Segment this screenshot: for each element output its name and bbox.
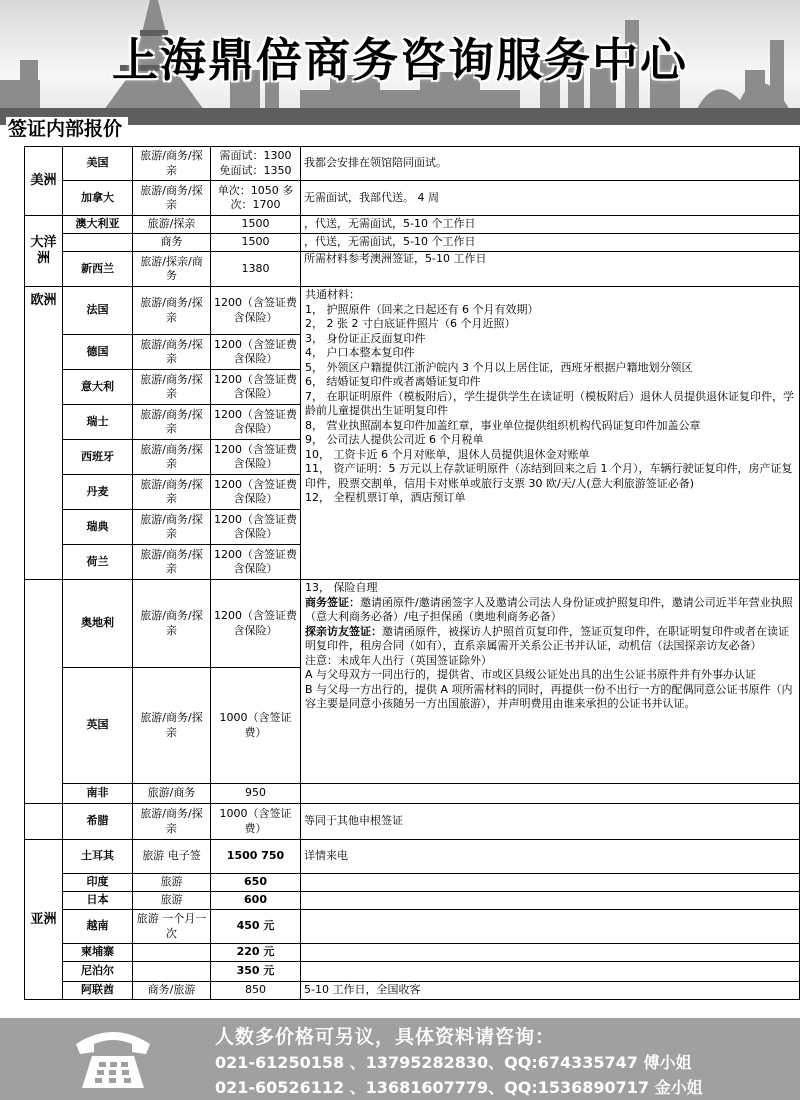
type-cell: 旅游/商务/探亲 xyxy=(133,181,211,216)
type-cell: 旅游/探亲 xyxy=(133,216,211,234)
requirement-item: 6， 结婚证复印件或者离婚证复印件 xyxy=(305,375,481,388)
type-cell: 商务 xyxy=(133,234,211,252)
country-cell: 法国 xyxy=(63,287,133,335)
table-row xyxy=(25,234,800,252)
country-cell: 尼泊尔 xyxy=(63,962,133,982)
type-cell: 旅游/商务/探亲 xyxy=(133,475,211,510)
contact-line-2: 021-60526112 、13681607779、QQ:1536890717 金小姐 xyxy=(215,1078,703,1097)
region-blank-cell xyxy=(25,804,63,840)
table-row xyxy=(25,147,800,181)
requirement-item: 1， 护照原件（回来之日起还有 6 个月有效期） xyxy=(305,302,539,316)
price-cell: 1200（含签证费含保险） xyxy=(211,510,301,545)
price-cell: 1200（含签证费含保险） xyxy=(211,370,301,405)
note-cell xyxy=(301,910,800,944)
region-oceania: 大洋洲 xyxy=(25,216,63,287)
type-cell xyxy=(133,944,211,962)
price-cell: 1200（含签证费含保险） xyxy=(211,545,301,580)
note-cell xyxy=(301,962,800,982)
note-cell: 5-10 工作日，全国收客 xyxy=(301,982,800,1000)
visa-price-table xyxy=(24,146,800,1000)
requirement-item: 7， 在职证明原件（模板附后），学生提供学生在读证明（模板附后）退休人员提供退休证复印件，学龄前儿童提供出生证明复印件 xyxy=(305,389,794,417)
price-cell: 850 xyxy=(211,982,301,1000)
type-cell: 旅游/商务/探亲 xyxy=(133,335,211,370)
type-cell: 旅游/商务 xyxy=(133,784,211,804)
country-cell: 丹麦 xyxy=(63,475,133,510)
requirement-item: 8， 营业执照副本复印件加盖红章，事业单位提供组织机构代码证复印件加盖公章 xyxy=(305,418,701,432)
type-cell: 旅游/商务/探亲 xyxy=(133,287,211,335)
table-row xyxy=(25,892,800,910)
table-row xyxy=(25,962,800,982)
type-cell: 旅游/商务/探亲 xyxy=(133,370,211,405)
schengen-requirements xyxy=(301,287,800,580)
country-cell: 希腊 xyxy=(63,804,133,840)
type-cell: 旅游/商务/探亲 xyxy=(133,668,211,784)
price-cell: 350 元 xyxy=(211,962,301,982)
minor-note-b: B 与父母一方出行的，提供 A 项所需材料的同时，再提供一份不出行一方的配偶同意公证书原件（内容主要是同意小孩随另一方出国旅游），并声明费用由谁来承担的公证书并认证。 xyxy=(305,682,793,710)
type-cell: 商务/旅游 xyxy=(133,982,211,1000)
note-cell: 所需材料参考澳洲签证，5-10 工作日 xyxy=(301,252,800,287)
type-cell: 旅游 电子签 xyxy=(133,840,211,874)
country-cell: 土耳其 xyxy=(63,840,133,874)
country-cell: 印度 xyxy=(63,874,133,892)
country-cell: 荷兰 xyxy=(63,545,133,580)
note-cell xyxy=(301,892,800,910)
requirement-item: 11， 资产证明：5 万元以上存款证明原件（冻结到回来之后 1 个月），车辆行驶证复印件，房产证复印件，股票交割单，信用卡对账单或旅行支票 30 欧/天/人(意大利旅游签证必备) xyxy=(305,462,793,490)
price-cell: 1500 xyxy=(211,234,301,252)
price-cell: 1200（含签证费含保险） xyxy=(211,475,301,510)
table-row xyxy=(25,804,800,840)
price-cell: 1500 750 xyxy=(211,840,301,874)
type-cell: 旅游/商务/探亲 xyxy=(133,440,211,475)
table-row xyxy=(25,784,800,804)
country-cell: 日本 xyxy=(63,892,133,910)
country-cell: 瑞士 xyxy=(63,405,133,440)
note-cell xyxy=(301,874,800,892)
table-row xyxy=(25,580,800,668)
country-cell: 西班牙 xyxy=(63,440,133,475)
note-cell: 我都会安排在领馆陪同面试。 xyxy=(301,147,800,181)
note-cell: 无需面试，我部代送。 4 周 xyxy=(301,181,800,216)
contact-line-1: 021-61250158 、13795282830、QQ:674335747 傅小姐 xyxy=(215,1053,692,1072)
type-cell: 旅游/商务/探亲 xyxy=(133,580,211,668)
price-cell: 单次：1050 多次：1700 xyxy=(211,181,301,216)
country-cell: 柬埔寨 xyxy=(63,944,133,962)
type-cell: 旅游/商务/探亲 xyxy=(133,405,211,440)
price-cell: 1200（含签证费含保险） xyxy=(211,580,301,668)
table-row xyxy=(25,252,800,287)
requirement-item: 5， 外领区户籍提供江浙沪皖内 3 个月以上居住证，西班牙根据户籍地划分领区 xyxy=(305,360,693,374)
table-row xyxy=(25,910,800,944)
table-row xyxy=(25,216,800,234)
type-cell: 旅游/商务/探亲 xyxy=(133,510,211,545)
price-cell: 650 xyxy=(211,874,301,892)
type-cell: 旅游/商务/探亲 xyxy=(133,545,211,580)
price-cell: 1000（含签证费） xyxy=(211,804,301,840)
country-cell: 英国 xyxy=(63,668,133,784)
section-title: 签证内部报价 xyxy=(6,117,128,141)
region-europe: 欧洲 xyxy=(25,287,63,580)
business-visa-text: 邀请函原件/邀请函签字人及邀请公司法人身份证或护照复印件，邀请公司近半年营业执照（意大利商务必备）/电子担保函（奥地利商务必备） xyxy=(305,595,793,623)
country-cell: 新西兰 xyxy=(63,252,133,287)
table-row xyxy=(25,982,800,1000)
country-cell: 越南 xyxy=(63,910,133,944)
footer-note: 人数多价格可另议，具体资料请咨询： xyxy=(215,1026,556,1048)
country-cell: 瑞典 xyxy=(63,510,133,545)
note-cell: ，代送，无需面试，5-10 个工作日 xyxy=(301,234,800,252)
price-cell: 1200（含签证费含保险） xyxy=(211,287,301,335)
page-title: 上海鼎倍商务咨询服务中心 xyxy=(112,33,688,87)
business-visa-label: 商务签证： xyxy=(305,595,360,609)
type-cell: 旅游 一个月一次 xyxy=(133,910,211,944)
price-cell: 1380 xyxy=(211,252,301,287)
note-cell: 等同于其他申根签证 xyxy=(301,804,800,840)
visit-visa-text: 邀请函原件，被探访人护照首页复印件，签证页复印件，在职证明复印件或者在读证明复印件，租房合同（如有），直系亲属需开关系公正书并认证，动机信（法国探亲访友必备） xyxy=(305,624,789,652)
table-row xyxy=(25,840,800,874)
requirement-item: 12， 全程机票订单，酒店预订单 xyxy=(305,491,466,504)
country-cell: 德国 xyxy=(63,335,133,370)
price-cell: 需面试：1300 免面试：1350 xyxy=(211,147,301,181)
requirement-item: 10， 工资卡近 6 个月对账单，退休人员提供退休金对账单 xyxy=(305,447,590,461)
country-cell: 奥地利 xyxy=(63,580,133,668)
table-row xyxy=(25,874,800,892)
type-cell: 旅游 xyxy=(133,874,211,892)
type-cell: 旅游/商务/探亲 xyxy=(133,147,211,181)
type-cell: 旅游/探亲/商务 xyxy=(133,252,211,287)
country-cell: 意大利 xyxy=(63,370,133,405)
requirement-item: 3， 身份证正反面复印件 xyxy=(305,331,426,345)
business-visa-note xyxy=(305,596,795,625)
price-cell: 1200（含签证费含保险） xyxy=(211,335,301,370)
type-cell xyxy=(133,962,211,982)
country-cell: 阿联酋 xyxy=(63,982,133,1000)
contact-footer xyxy=(0,1018,800,1100)
price-cell: 1000（含签证费） xyxy=(211,668,301,784)
region-asia: 亚洲 xyxy=(25,840,63,1000)
price-cell: 1500 xyxy=(211,216,301,234)
price-cell: 450 元 xyxy=(211,910,301,944)
type-cell: 旅游/商务/探亲 xyxy=(133,804,211,840)
note-cell xyxy=(301,784,800,804)
country-cell: 美国 xyxy=(63,147,133,181)
visit-visa-note xyxy=(305,625,795,654)
price-cell: 1200（含签证费含保险） xyxy=(211,405,301,440)
price-cell: 600 xyxy=(211,892,301,910)
table-row xyxy=(25,944,800,962)
country-cell: 加拿大 xyxy=(63,181,133,216)
table-row xyxy=(25,181,800,216)
requirement-item: 4， 户口本整本复印件 xyxy=(305,346,415,359)
requirement-item: 13， 保险自理 xyxy=(305,581,378,594)
note-cell: ，代送，无需面试，5-10 个工作日 xyxy=(301,216,800,234)
country-cell xyxy=(63,234,133,252)
requirement-item: 9， 公司法人提供公司近 6 个月税单 xyxy=(305,433,484,446)
region-blank-cell xyxy=(25,580,63,804)
price-cell: 220 元 xyxy=(211,944,301,962)
telephone-icon xyxy=(72,1022,154,1094)
uk-requirements xyxy=(301,580,800,784)
price-cell: 1200（含签证费含保险） xyxy=(211,440,301,475)
visit-visa-label: 探亲访友签证： xyxy=(305,624,382,638)
table-row xyxy=(25,287,800,335)
minor-note: 注意：未成年人出行（英国签证除外） xyxy=(305,653,492,667)
type-cell: 旅游 xyxy=(133,892,211,910)
minor-note-a: A 与父母双方一同出行的，提供省、市或区县级公证处出具的出生公证书原件并有外事办认证 xyxy=(305,668,757,681)
header-banner xyxy=(0,0,800,125)
note-cell: 详情来电 xyxy=(301,840,800,874)
region-americas: 美洲 xyxy=(25,147,63,216)
price-cell: 950 xyxy=(211,784,301,804)
country-cell: 澳大利亚 xyxy=(63,216,133,234)
note-cell xyxy=(301,944,800,962)
country-cell: 南非 xyxy=(63,784,133,804)
requirements-heading: 共通材料： xyxy=(305,288,360,301)
requirement-item: 2， 2 张 2 寸白底证件照片（6 个月近照） xyxy=(305,317,516,330)
